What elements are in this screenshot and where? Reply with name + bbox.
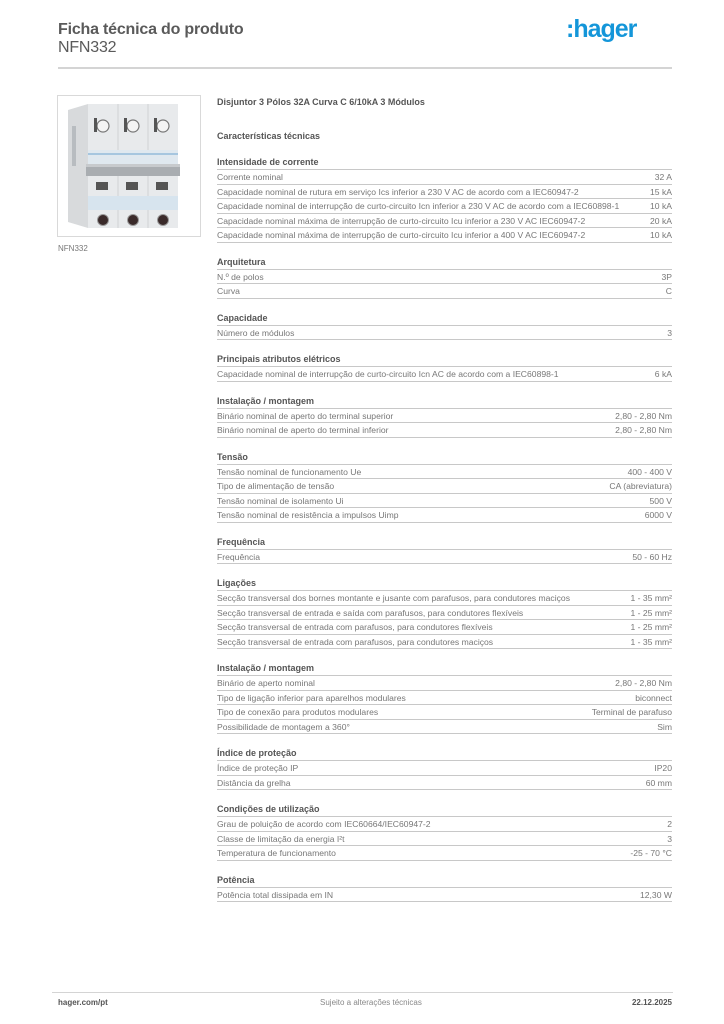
spec-value: 6 kA xyxy=(654,369,672,379)
spec-value: IP20 xyxy=(654,763,672,773)
spec-value: 15 kA xyxy=(650,186,672,197)
spec-value: -25 - 70 °C xyxy=(630,848,672,858)
spec-value: 20 kA xyxy=(650,215,672,226)
spec-label: Binário nominal de aperto do terminal inferior xyxy=(217,425,389,435)
spec-row xyxy=(217,550,672,565)
footer-date: 22.12.2025 xyxy=(631,998,672,1007)
spec-label: Binário nominal de aperto do terminal superior xyxy=(217,410,394,421)
spec-label: Potência total dissipada em IN xyxy=(217,889,334,900)
spec-label: Índice de proteção IP xyxy=(217,763,299,773)
spec-row xyxy=(217,494,672,509)
spec-row xyxy=(217,508,672,523)
spec-row xyxy=(217,817,672,832)
spec-section xyxy=(217,747,672,790)
spec-value: 2,80 - 2,80 Nm xyxy=(615,425,672,435)
spec-label: Curva xyxy=(217,286,240,296)
spec-value: 3 xyxy=(667,327,672,338)
section-title: Intensidade de corrente xyxy=(217,156,672,170)
spec-value: 3 xyxy=(667,833,672,844)
spec-label: Secção transversal de entrada com parafusos, para condutores flexíveis xyxy=(217,622,493,632)
spec-section xyxy=(217,451,672,523)
spec-row xyxy=(217,888,672,903)
section-title: Instalação / montagem xyxy=(217,395,672,409)
footer-notice: Sujeito a alterações técnicas xyxy=(320,998,422,1007)
spec-value: 6000 V xyxy=(644,510,672,520)
spec-value: 1 - 35 mm² xyxy=(630,636,672,647)
spec-row xyxy=(217,705,672,720)
spec-label: Número de módulos xyxy=(217,327,295,338)
spec-row xyxy=(217,409,672,424)
spec-sheet xyxy=(217,96,672,902)
spec-section xyxy=(217,874,672,903)
spec-row xyxy=(217,465,672,480)
spec-label: Capacidade nominal de interrupção de curto-circuito Icn inferior a 230 V AC de acordo com a IEC60898-1 xyxy=(217,201,620,211)
section-title: Instalação / montagem xyxy=(217,662,672,676)
spec-value: 50 - 60 Hz xyxy=(632,551,672,562)
spec-value: biconnect xyxy=(635,692,672,703)
section-title: Arquitetura xyxy=(217,256,672,270)
spec-row xyxy=(217,720,672,735)
image-caption: NFN332 xyxy=(58,244,88,253)
spec-value: 60 mm xyxy=(645,777,672,788)
spec-value: 2,80 - 2,80 Nm xyxy=(615,678,672,688)
spec-label: Capacidade nominal máxima de interrupção de curto-circuito Icu inferior a 400 V AC IEC60947-2 xyxy=(217,230,586,240)
spec-label: Temperatura de funcionamento xyxy=(217,848,336,858)
spec-section xyxy=(217,662,672,734)
spec-value: 10 kA xyxy=(650,201,672,211)
footer-website-link[interactable]: hager.com/pt xyxy=(58,998,108,1007)
spec-value: 10 kA xyxy=(650,230,672,240)
spec-section xyxy=(217,312,672,341)
circuit-breaker-3-pole-image xyxy=(58,96,200,236)
spec-row xyxy=(217,228,672,243)
spec-value: 1 - 25 mm² xyxy=(630,622,672,632)
spec-section xyxy=(217,395,672,438)
spec-row xyxy=(217,591,672,606)
spec-section xyxy=(217,536,672,565)
spec-row xyxy=(217,606,672,621)
spec-label: Capacidade nominal de rutura em serviço Ics inferior a 230 V AC de acordo com a IEC60947-2 xyxy=(217,186,579,197)
spec-row xyxy=(217,620,672,635)
spec-value: 12,30 W xyxy=(639,889,672,900)
spec-section xyxy=(217,256,672,299)
spec-section xyxy=(217,577,672,649)
section-title: Potência xyxy=(217,874,672,888)
page-title: Ficha técnica do produto xyxy=(58,21,244,38)
spec-label: Tipo de conexão para produtos modulares xyxy=(217,707,379,717)
spec-value: 2 xyxy=(667,819,672,829)
spec-row xyxy=(217,199,672,214)
spec-sections xyxy=(217,156,672,902)
product-description: Disjuntor 3 Pólos 32A Curva C 6/10kA 3 Módulos xyxy=(217,97,425,107)
section-title: Condições de utilização xyxy=(217,803,672,817)
spec-label: Secção transversal de entrada e saída com parafusos, para condutores flexíveis xyxy=(217,607,524,618)
spec-value: 500 V xyxy=(649,495,672,506)
spec-row xyxy=(217,214,672,229)
spec-row xyxy=(217,284,672,299)
spec-row xyxy=(217,270,672,285)
spec-row xyxy=(217,170,672,185)
spec-label: Frequência xyxy=(217,551,260,562)
spec-row xyxy=(217,676,672,691)
spec-label: Tensão nominal de isolamento Ui xyxy=(217,495,344,506)
hager-logo: :hager xyxy=(566,15,637,43)
characteristics-title: Características técnicas xyxy=(217,131,321,141)
spec-value: Sim xyxy=(657,721,672,732)
spec-section xyxy=(217,156,672,243)
spec-value: 1 - 25 mm² xyxy=(630,607,672,618)
spec-section xyxy=(217,353,672,382)
spec-row xyxy=(217,691,672,706)
spec-value: 2,80 - 2,80 Nm xyxy=(615,410,672,421)
spec-label: Tipo de alimentação de tensão xyxy=(217,481,335,491)
section-title: Tensão xyxy=(217,451,672,465)
section-title: Índice de proteção xyxy=(217,747,672,761)
spec-label: N.º de polos xyxy=(217,271,264,282)
spec-label: Secção transversal de entrada com parafusos, para condutores maciços xyxy=(217,636,494,647)
spec-value: 32 A xyxy=(654,172,672,182)
spec-row xyxy=(217,761,672,776)
spec-row xyxy=(217,326,672,341)
section-title: Capacidade xyxy=(217,312,672,326)
section-title: Ligações xyxy=(217,577,672,591)
spec-row xyxy=(217,479,672,494)
spec-value: C xyxy=(665,286,672,296)
header-divider xyxy=(58,67,672,69)
section-title: Frequência xyxy=(217,536,672,550)
spec-label: Tipo de ligação inferior para aparelhos modulares xyxy=(217,692,406,703)
spec-label: Possibilidade de montagem a 360° xyxy=(217,721,350,732)
footer-divider xyxy=(52,992,673,993)
spec-value: 1 - 35 mm² xyxy=(630,593,672,603)
spec-row xyxy=(217,776,672,791)
spec-section xyxy=(217,803,672,861)
product-image xyxy=(57,95,201,237)
spec-row xyxy=(217,367,672,382)
spec-label: Capacidade nominal de interrupção de curto-circuito Icn AC de acordo com a IEC60898-1 xyxy=(217,369,559,379)
spec-label: Tensão nominal de resistência a impulsos Uimp xyxy=(217,510,399,520)
spec-value: Terminal de parafuso xyxy=(591,707,672,717)
spec-value: 3P xyxy=(661,271,672,282)
spec-label: Tensão nominal de funcionamento Ue xyxy=(217,466,362,477)
spec-label: Corrente nominal xyxy=(217,172,283,182)
section-title: Principais atributos elétricos xyxy=(217,353,672,367)
spec-label: Binário de aperto nominal xyxy=(217,678,315,688)
spec-label: Grau de poluição de acordo com IEC60664/IEC60947-2 xyxy=(217,819,431,829)
spec-label: Distância da grelha xyxy=(217,777,291,788)
product-code: NFN332 xyxy=(58,39,117,56)
spec-row xyxy=(217,423,672,438)
spec-label: Classe de limitação da energia I²t xyxy=(217,833,345,844)
spec-row xyxy=(217,846,672,861)
spec-label: Secção transversal dos bornes montante e jusante com parafusos, para condutores maciços xyxy=(217,593,571,603)
spec-value: 400 - 400 V xyxy=(627,466,672,477)
spec-label: Capacidade nominal máxima de interrupção de curto-circuito Icu inferior a 230 V AC IEC60947-2 xyxy=(217,215,586,226)
spec-value: CA (abreviatura) xyxy=(609,481,672,491)
spec-row xyxy=(217,185,672,200)
spec-row xyxy=(217,832,672,847)
spec-row xyxy=(217,635,672,650)
